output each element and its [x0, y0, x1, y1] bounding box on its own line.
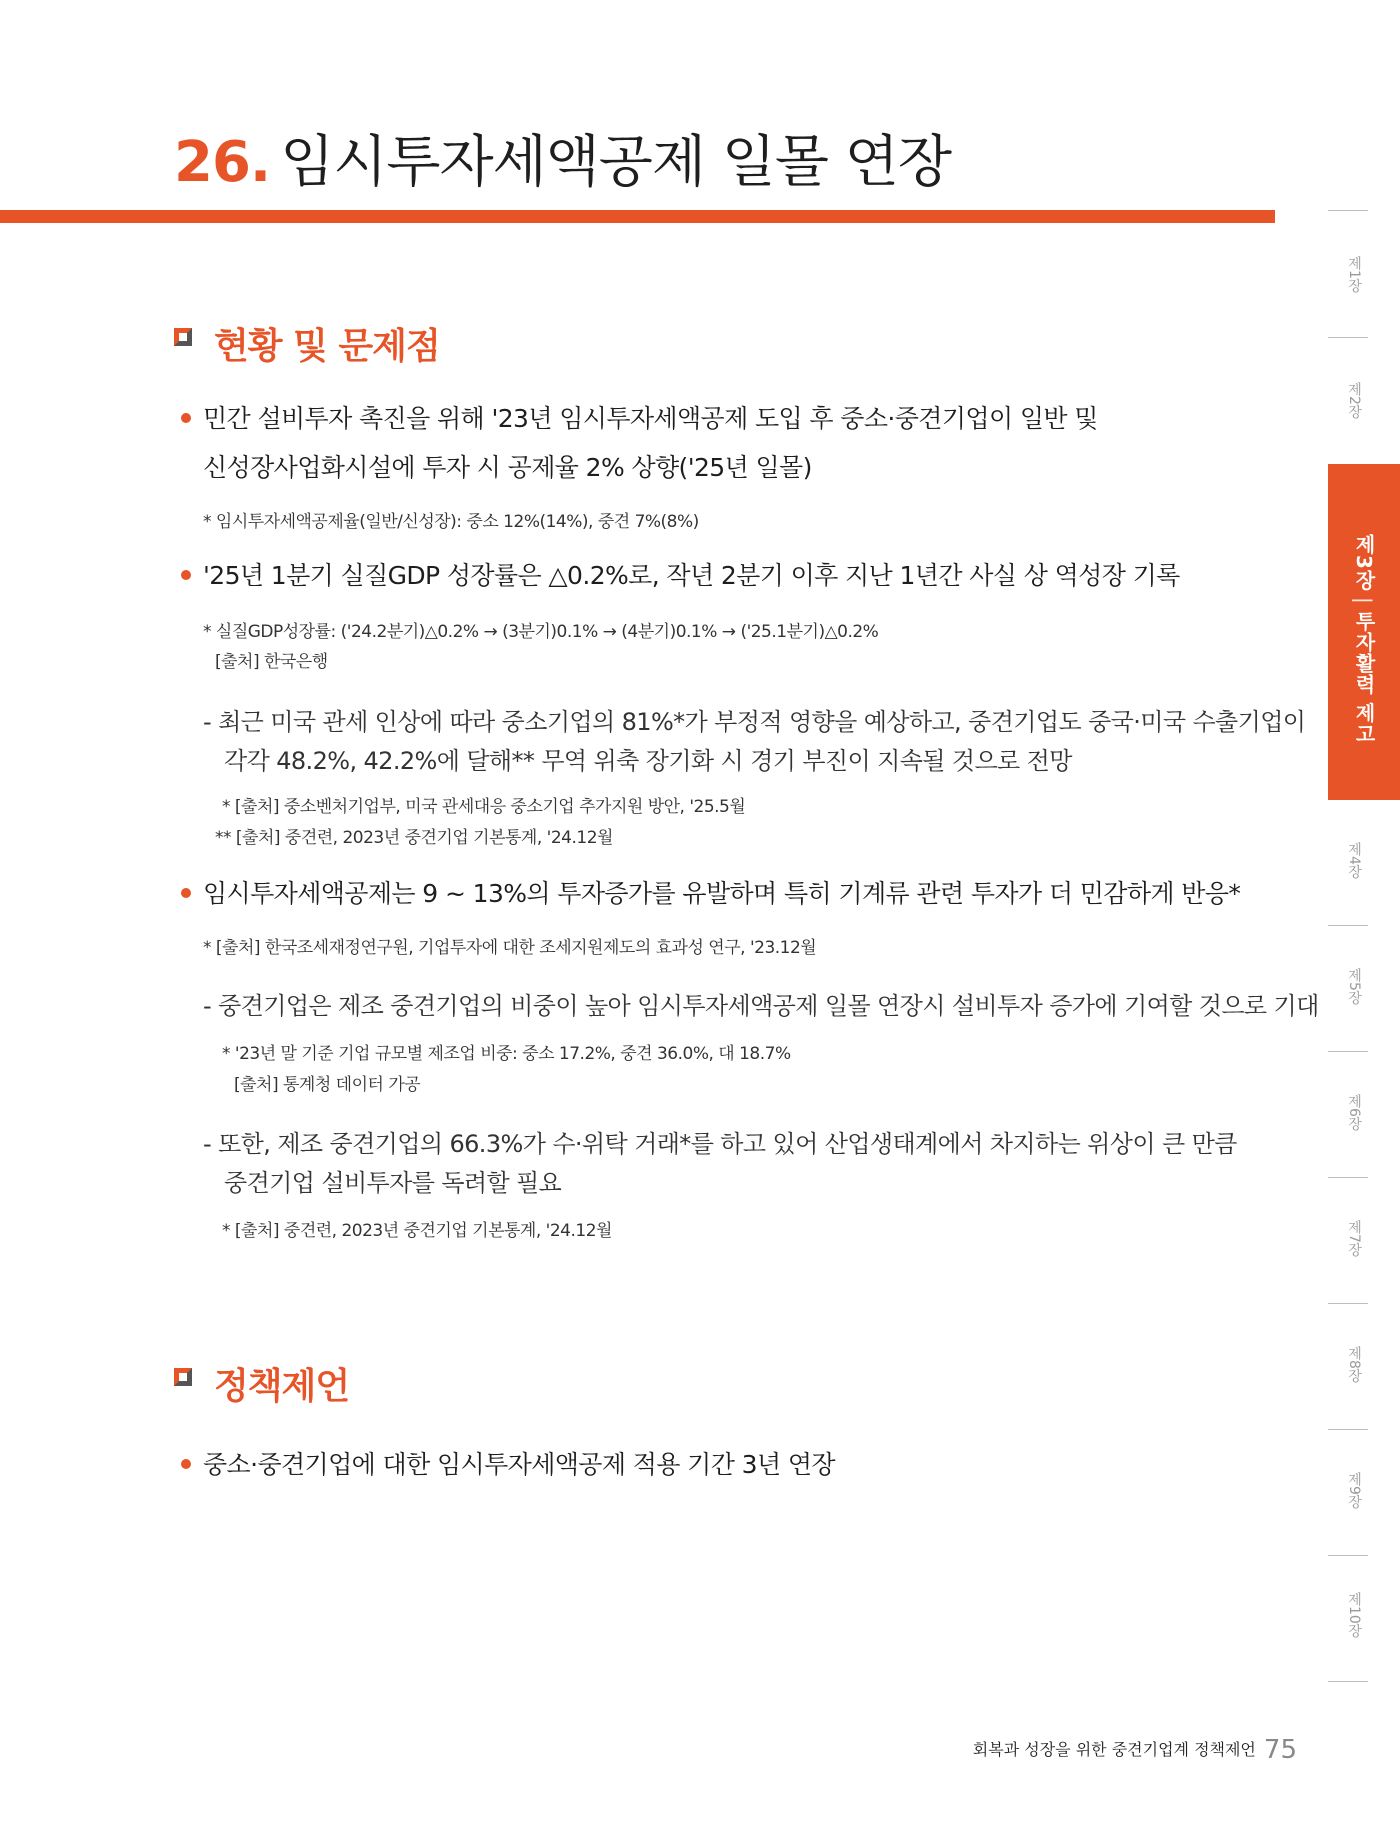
note-4: * [출처] 한국조세재정연구원, 기업투자에 대한 조세지원제도의 효과성 연구, '23.12월: [203, 938, 817, 958]
note-1: * 임시투자세액공제율(일반/신성장): 중소 12%(14%), 중견 7%(8%): [203, 512, 699, 532]
tab-divider: [1328, 337, 1368, 338]
square-bullet-icon: [174, 1358, 202, 1398]
title-text: 임시투자세액공제 일몰 연장: [280, 130, 951, 195]
bullet-1-line-2: 신성장사업화시설에 투자 시 공제율 2% 상향('25년 일몰): [203, 453, 812, 482]
square-bullet-icon: [174, 318, 202, 358]
tab-chapter-5[interactable]: 제5장: [1346, 968, 1362, 1005]
tab-chapter-1[interactable]: 제1장: [1346, 256, 1362, 293]
chapter-tab-rail: [1328, 0, 1400, 1821]
tab-chapter-3-active[interactable]: [1328, 464, 1400, 800]
section-policy-title: 정책제언: [214, 1366, 350, 1407]
tab-chapter-4[interactable]: 제4장: [1346, 842, 1362, 879]
bullet-dot-icon: [181, 570, 191, 580]
bullet-dot-icon: [181, 1459, 191, 1469]
tab-divider: [1328, 925, 1368, 926]
dash-3-line-1: - 또한, 제조 중견기업의 66.3%가 수·위탁 거래*를 하고 있어 산업생태계에서 차지하는 위상이 큰 만큼: [203, 1130, 1237, 1158]
note-3-line-2: ** [출처] 중견련, 2023년 중견기업 기본통계, '24.12월: [215, 828, 613, 848]
bullet-dot-icon: [181, 413, 191, 423]
tab-divider: [1328, 1051, 1368, 1052]
tab-chapter-3-name: 투자활력 제고: [1352, 610, 1376, 745]
dash-1-line-2: 각각 48.2%, 42.2%에 달해** 무역 위축 장기화 시 경기 부진이 지속될 것으로 전망: [224, 747, 1072, 775]
tab-chapter-3-label: [1350, 534, 1379, 745]
note-6: * [출처] 중견련, 2023년 중견기업 기본통계, '24.12월: [222, 1221, 612, 1241]
note-5-line-1: * '23년 말 기준 기업 규모별 제조업 비중: 중소 17.2%, 중견 36.0%, 대 18.7%: [222, 1044, 791, 1064]
tab-divider: [1328, 1303, 1368, 1304]
note-2-line-1: * 실질GDP성장률: ('24.2분기)△0.2% → (3분기)0.1% → (4분기)0.1% → ('25.1분기)△0.2%: [203, 622, 879, 642]
tab-chapter-9[interactable]: 제9장: [1346, 1472, 1362, 1509]
bullet-1-line-1: 민간 설비투자 촉진을 위해 '23년 임시투자세액공제 도입 후 중소·중견기업이 일반 및: [203, 404, 1098, 433]
title-number: 26.: [174, 130, 271, 195]
tab-divider: [1328, 210, 1368, 211]
tab-chapter-3-number: 제3장: [1352, 534, 1376, 591]
bullet-2-line-1: '25년 1분기 실질GDP 성장률은 △0.2%로, 작년 2분기 이후 지난 1년간 사실 상 역성장 기록: [203, 561, 1180, 590]
tab-chapter-6[interactable]: 제6장: [1346, 1094, 1362, 1131]
tab-divider: [1328, 1429, 1368, 1430]
tab-chapter-3-separator: |: [1352, 596, 1376, 605]
tab-chapter-7[interactable]: 제7장: [1346, 1220, 1362, 1257]
title-underline-bar: [0, 210, 1275, 223]
bullet-3-line-1: 임시투자세액공제는 9 ~ 13%의 투자증가를 유발하며 특히 기계류 관련 투자가 더 민감하게 반응*: [203, 879, 1241, 908]
tab-chapter-2[interactable]: 제2장: [1346, 382, 1362, 419]
page-number: 75: [1263, 1735, 1297, 1765]
tab-divider: [1328, 1177, 1368, 1178]
tab-divider: [1328, 1681, 1368, 1682]
bullet-dot-icon: [181, 888, 191, 898]
page-footer: [973, 1735, 1297, 1765]
tab-divider: [1328, 1555, 1368, 1556]
tab-chapter-10[interactable]: 제10장: [1346, 1592, 1362, 1638]
dash-2-line-1: - 중견기업은 제조 중견기업의 비중이 높아 임시투자세액공제 일몰 연장시 설비투자 증가에 기여할 것으로 기대: [203, 992, 1319, 1020]
section-status-title: 현황 및 문제점: [214, 326, 440, 367]
note-3-line-1: * [출처] 중소벤처기업부, 미국 관세대응 중소기업 추가지원 방안, '25.5월: [222, 797, 746, 817]
note-5-line-2: [출처] 통계청 데이터 가공: [234, 1075, 421, 1095]
note-2-line-2: [출처] 한국은행: [215, 652, 328, 672]
footer-publication-title: 회복과 성장을 위한 중견기업계 정책제언: [972, 1740, 1256, 1759]
dash-3-line-2: 중견기업 설비투자를 독려할 필요: [224, 1169, 562, 1197]
dash-1-line-1: - 최근 미국 관세 인상에 따라 중소기업의 81%*가 부정적 영향을 예상하고, 중견기업도 중국·미국 수출기업이: [203, 708, 1306, 736]
policy-bullet-1: 중소·중견기업에 대한 임시투자세액공제 적용 기간 3년 연장: [203, 1450, 835, 1479]
page-title: [174, 118, 951, 198]
tab-chapter-8[interactable]: 제8장: [1346, 1346, 1362, 1383]
